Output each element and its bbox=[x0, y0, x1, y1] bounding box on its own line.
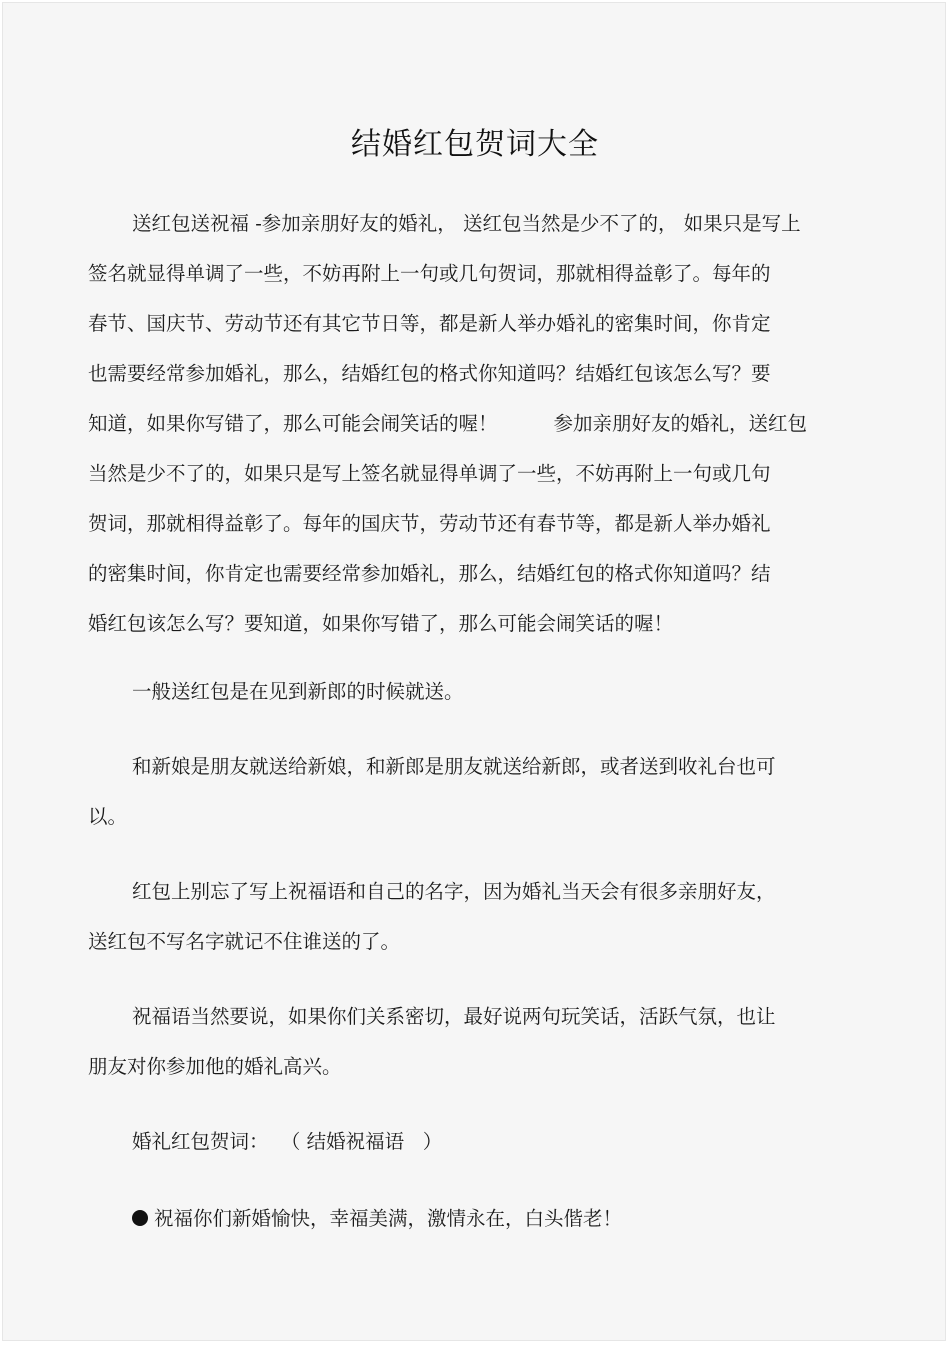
paragraph-blessing bbox=[88, 992, 868, 1092]
intro-line: 也需要经常参加婚礼，那么，结婚红包的格式你知道吗？结婚红包该怎么写？要 bbox=[88, 362, 771, 385]
paragraph-when-to-give bbox=[88, 667, 868, 717]
section-heading bbox=[88, 1117, 868, 1167]
paragraph-line: 一般送红包是在见到新郎的时候就送。 bbox=[132, 680, 464, 703]
intro-line: 送红包送祝福 -参加亲朋好友的婚礼， 送红包当然是少不了的， 如果只是写上 bbox=[132, 212, 801, 235]
intro-line: 婚红包该怎么写？要知道，如果你写错了，那么可能会闹笑话的喔！ bbox=[88, 612, 674, 635]
bullet-line bbox=[88, 1194, 868, 1244]
paragraph-line: 和新娘是朋友就送给新娘，和新郎是朋友就送给新郎，或者送到收礼台也可 bbox=[132, 755, 776, 778]
bullet-item bbox=[88, 1194, 868, 1244]
paragraph-write-name bbox=[88, 867, 868, 967]
paragraph-who-to-give bbox=[88, 742, 868, 842]
intro-line: 春节、国庆节、劳动节还有其它节日等，都是新人举办婚礼的密集时间，你肯定 bbox=[88, 312, 771, 335]
intro-line-split bbox=[88, 399, 868, 449]
intro-line: 的密集时间，你肯定也需要经常参加婚礼，那么，结婚红包的格式你知道吗？结 bbox=[88, 562, 771, 585]
intro-paragraph bbox=[88, 199, 868, 649]
intro-line: 参加亲朋好友的婚礼，送红包 bbox=[553, 412, 808, 435]
intro-line: 当然是少不了的，如果只是写上签名就显得单调了一些，不妨再附上一句或几句 bbox=[88, 462, 771, 485]
paragraph-line: 送红包不写名字就记不住谁送的了。 bbox=[88, 930, 401, 953]
document-title: 结婚红包贺词大全 bbox=[351, 127, 599, 162]
intro-line: 知道，如果你写错了，那么可能会闹笑话的喔！ bbox=[88, 412, 498, 435]
section-heading-text: 婚礼红包贺词： （ 结婚祝福语 ） bbox=[132, 1130, 443, 1153]
paragraph-line: 以。 bbox=[88, 805, 128, 828]
paragraph-line: 朋友对你参加他的婚礼高兴。 bbox=[88, 1055, 342, 1078]
bullet-text: 祝福你们新婚愉快，幸福美满，激情永在，白头偕老！ bbox=[154, 1207, 623, 1230]
paragraph-line: 祝福语当然要说，如果你们关系密切，最好说两句玩笑话，活跃气氛，也让 bbox=[132, 1005, 776, 1028]
document-page bbox=[2, 2, 946, 1341]
intro-line: 贺词，那就相得益彰了。每年的国庆节，劳动节还有春节等，都是新人举办婚礼 bbox=[88, 512, 771, 535]
paragraph-line: 红包上别忘了写上祝福语和自己的名字，因为婚礼当天会有很多亲朋好友， bbox=[132, 880, 776, 903]
intro-line: 签名就显得单调了一些，不妨再附上一句或几句贺词，那就相得益彰了。每年的 bbox=[88, 262, 771, 285]
bullet-dot-icon bbox=[132, 1210, 148, 1226]
